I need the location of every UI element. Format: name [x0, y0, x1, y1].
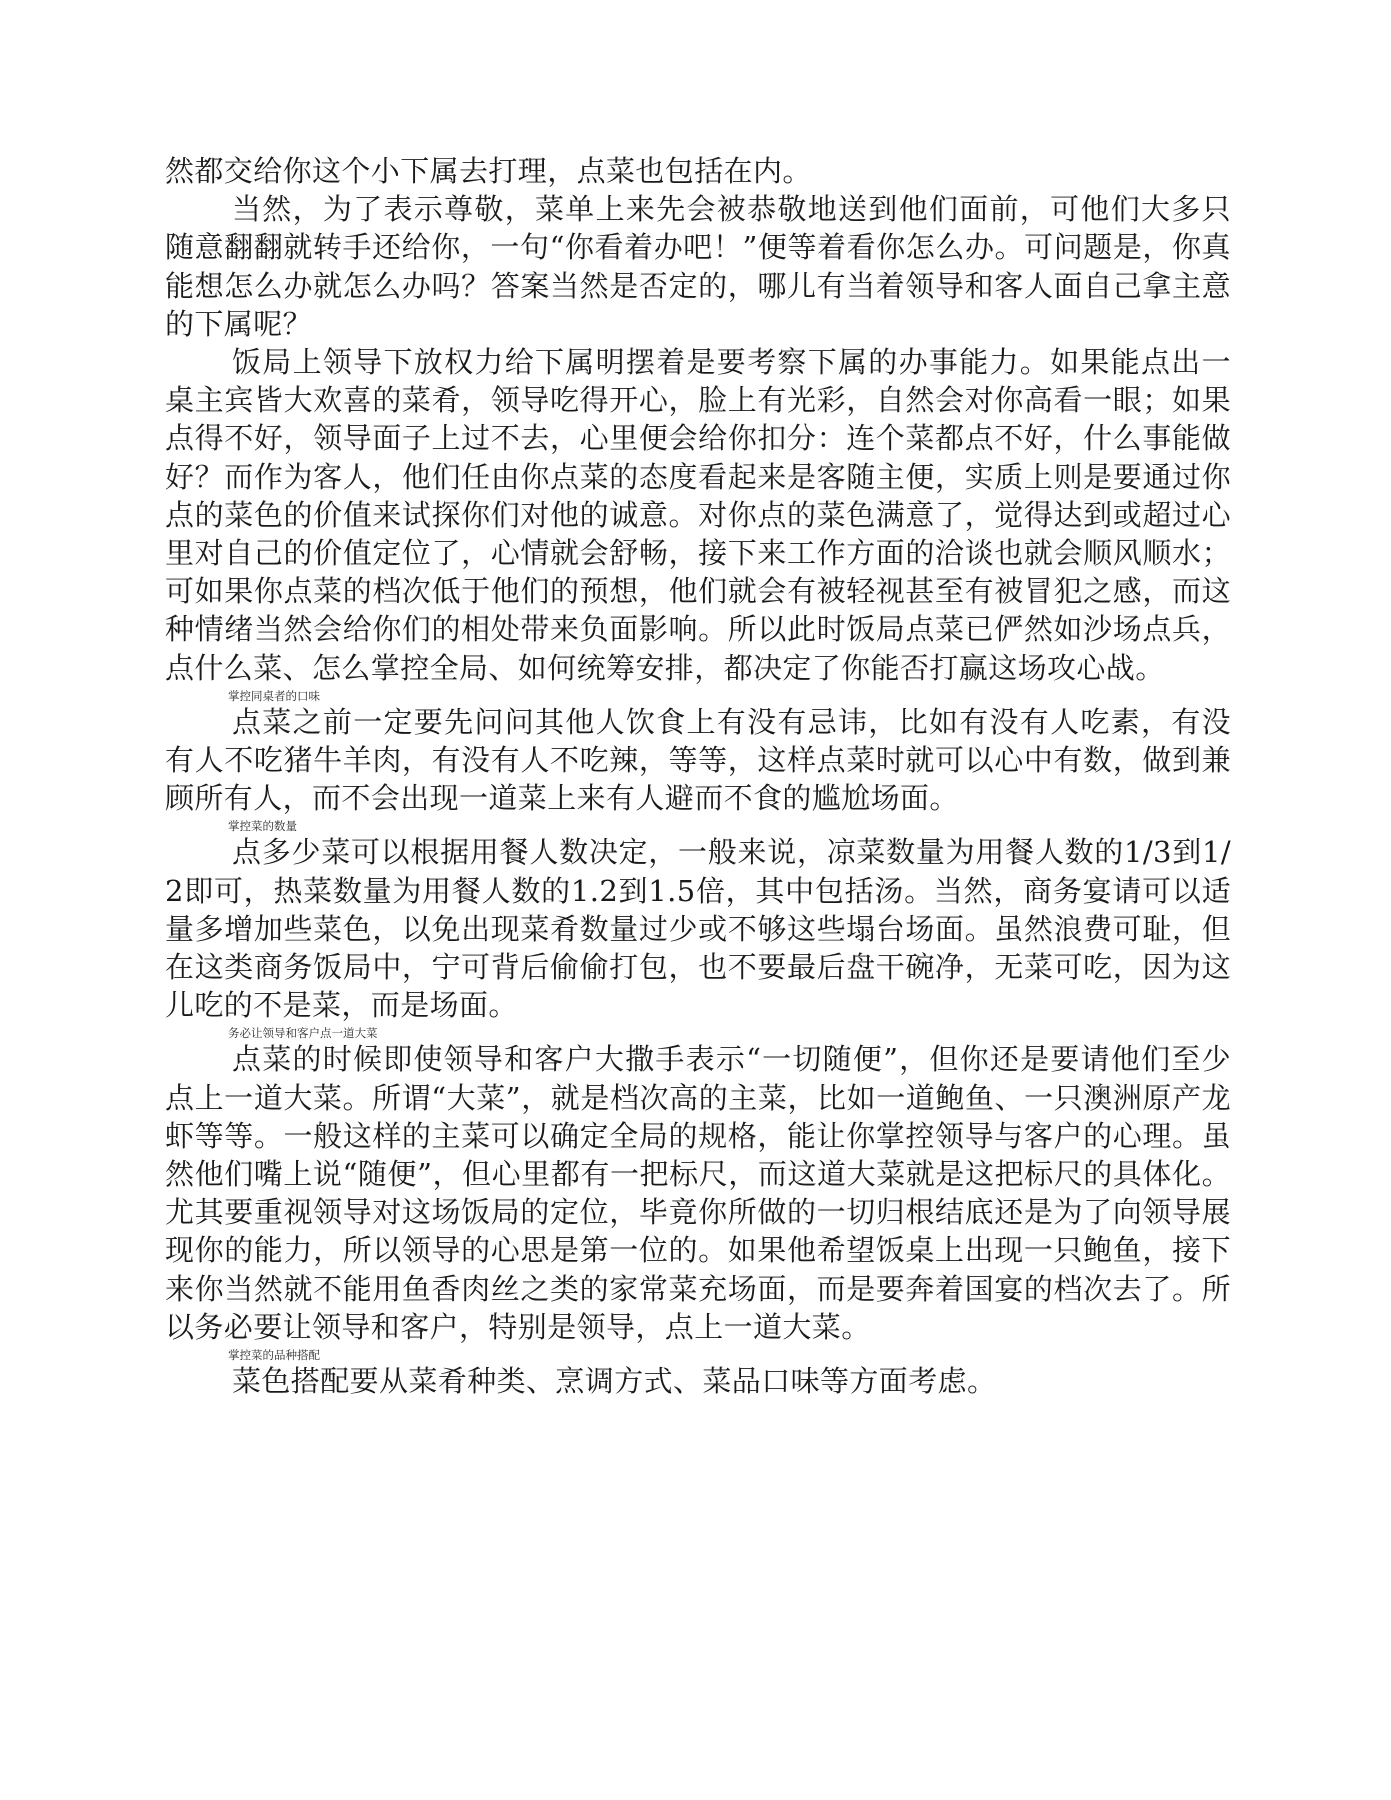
section-heading-variety: 掌控菜的品种搭配: [228, 1348, 320, 1363]
paragraph-main-dish: 点菜的时候即使领导和客户大撒手表示“一切随便”，但你还是要请他们至少点上一道大菜。所谓“大菜”，就是档次高的主菜，比如一道鲍鱼、一只澳洲原产龙虾等等。一般这样的主菜可以确定全局的规格，能让你掌控领导与客户的心理。虽然他们嘴上说“随便”，但心里都有一把标尺，而这道大菜就是这把标尺的具体化。尤其要重视领导对这场饭局的定位，毕竟你所做的一切归根结底还是为了向领导展现你的能力，所以领导的心思是第一位的。如果他希望饭桌上出现一只鲍鱼，接下来你当然就不能用鱼香肉丝之类的家常菜充场面，而是要奔着国宴的档次去了。所以务必要让领导和客户，特别是领导，点上一道大菜。: [165, 1042, 1231, 1344]
paragraph-dish-quantity: 点多少菜可以根据用餐人数决定，一般来说，凉菜数量为用餐人数的1/3到1/2即可，热菜数量为用餐人数的1.2到1.5倍，其中包括汤。当然，商务宴请可以适量多增加些菜色，以免出现菜肴数量过少或不够这些塌台场面。虽然浪费可耻，但在这类商务饭局中，宁可背后偷偷打包，也不要最后盘干碗净，无菜可吃，因为这儿吃的不是菜，而是场面。: [165, 835, 1231, 1023]
paragraph-ordering-ability: 饭局上领导下放权力给下属明摆着是要考察下属的办事能力。如果能点出一桌主宾皆大欢喜的菜肴，领导吃得开心，脸上有光彩，自然会对你高看一眼；如果点得不好，领导面子上过不去，心里便会给你扣分：连个菜都点不好，什么事能做好？而作为客人，他们任由你点菜的态度看起来是客随主便，实质上则是要通过你点的菜色的价值来试探你们对他的诚意。对你点的菜色满意了，觉得达到或超过心里对自己的价值定位了，心情就会舒畅，接下来工作方面的洽谈也就会顺风顺水；可如果你点菜的档次低于他们的预想，他们就会有被轻视甚至有被冒犯之感，而这种情绪当然会给你们的相处带来负面影响。所以此时饭局点菜已俨然如沙场点兵，点什么菜、怎么掌控全局、如何统筹安排，都决定了你能否打赢这场攻心战。: [165, 345, 1231, 685]
section-heading-main-dish: 务必让领导和客户点一道大菜: [228, 1026, 378, 1041]
paragraph-continuation: 然都交给你这个小下属去打理，点菜也包括在内。: [165, 154, 812, 188]
section-heading-quantity: 掌控菜的数量: [228, 819, 297, 834]
paragraph-variety: 菜色搭配要从菜肴种类、烹调方式、菜品口味等方面考虑。: [232, 1364, 997, 1399]
paragraph-dietary-taboos: 点菜之前一定要先问问其他人饮食上有没有忌讳，比如有没有人吃素，有没有人不吃猪牛羊肉，有没有人不吃辣，等等，这样点菜时就可以心中有数，做到兼顾所有人，而不会出现一道菜上来有人避而不食的尴尬场面。: [165, 704, 1231, 816]
section-heading-tastes: 掌控同桌者的口味: [228, 688, 320, 703]
paragraph-menu-respect: 当然，为了表示尊敬，菜单上来先会被恭敬地送到他们面前，可他们大多只随意翻翻就转手还给你，一句“你看着办吧！”便等着看你怎么办。可问题是，你真能想怎么办就怎么办吗？答案当然是否定的，哪儿有当着领导和客人面自己拿主意的下属呢？: [165, 192, 1231, 341]
document-page: [165, 152, 1231, 1400]
